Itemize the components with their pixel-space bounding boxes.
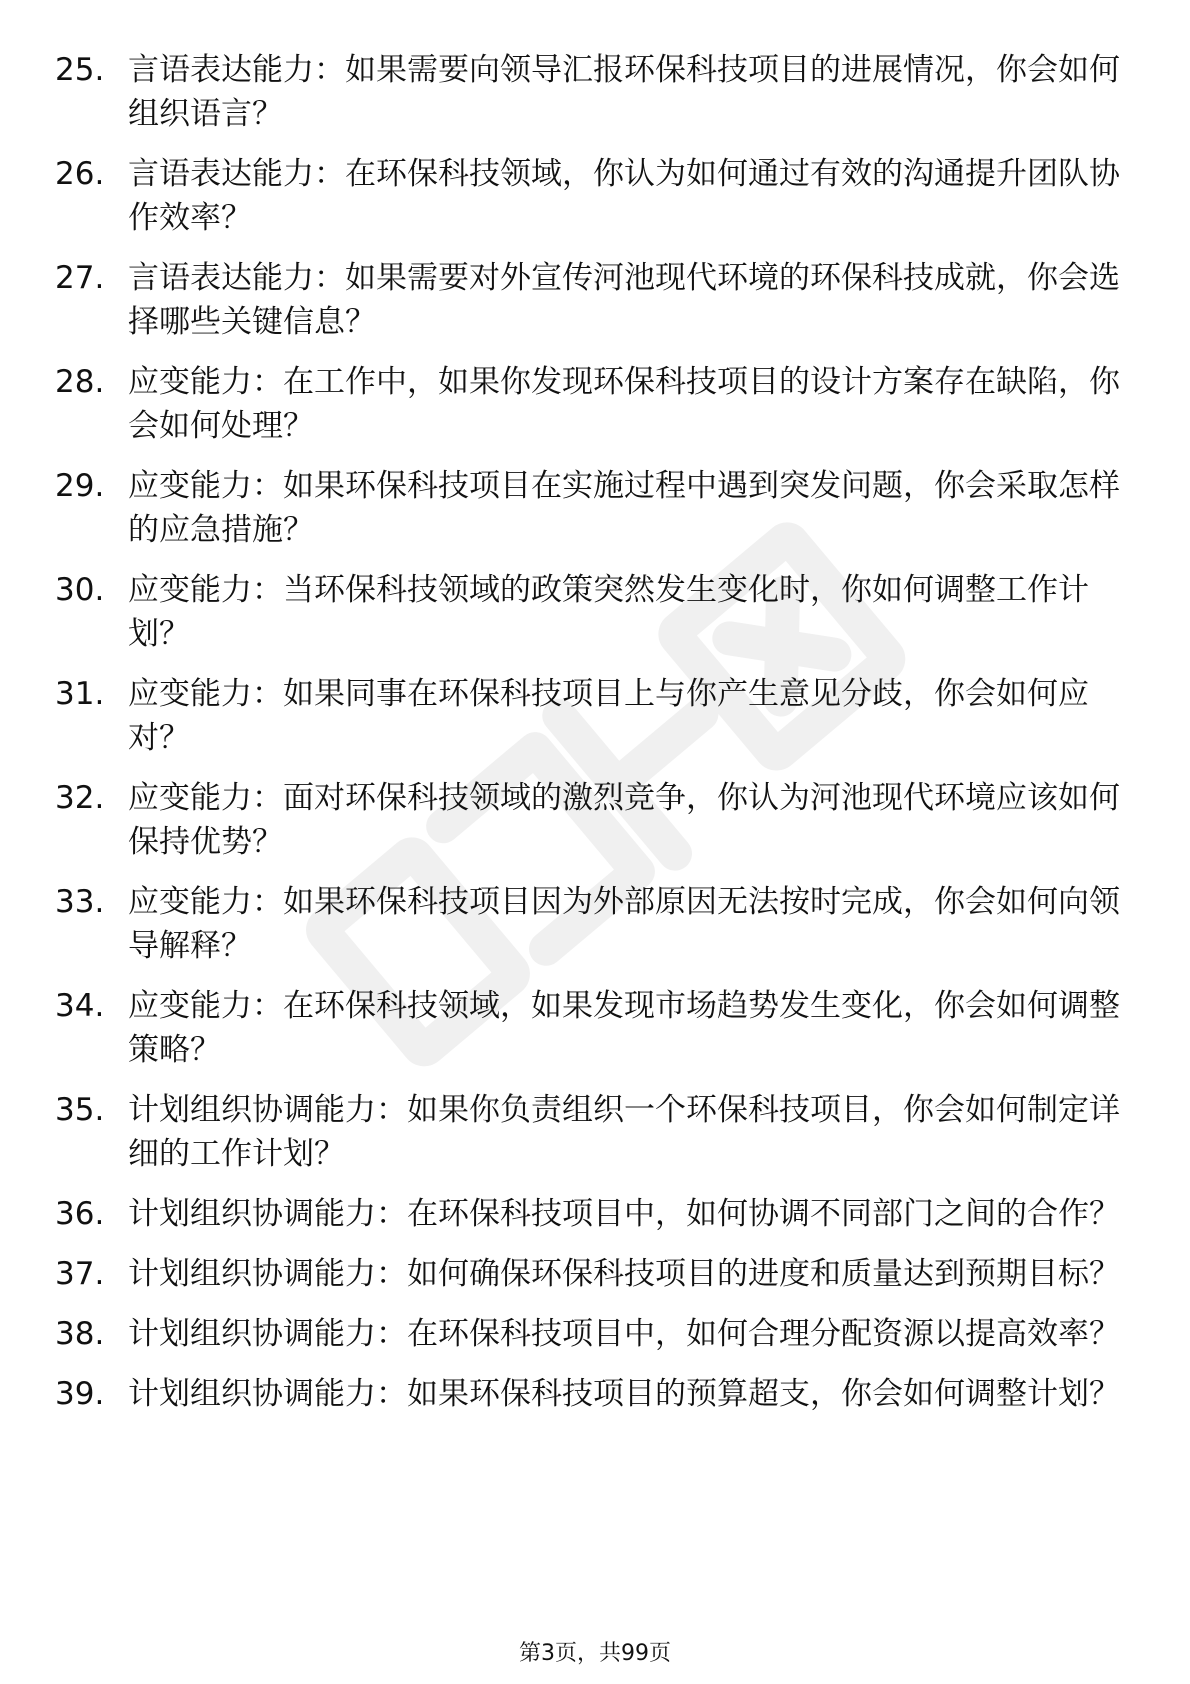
question-list bbox=[55, 48, 1135, 1432]
question-item bbox=[55, 48, 1135, 136]
question-number: 29. bbox=[55, 468, 105, 504]
question-item bbox=[55, 1088, 1135, 1176]
question-number: 33. bbox=[55, 884, 105, 920]
question-number: 37. bbox=[55, 1256, 105, 1292]
question-text: 计划组织协调能力：在环保科技项目中，如何协调不同部门之间的合作？ bbox=[128, 1196, 1120, 1232]
question-number: 28. bbox=[55, 364, 105, 400]
question-item bbox=[55, 776, 1135, 864]
question-item bbox=[55, 568, 1135, 656]
question-item bbox=[55, 672, 1135, 760]
page-footer: 第3页，共99页 bbox=[519, 1641, 671, 1666]
question-number: 39. bbox=[55, 1376, 105, 1412]
question-item bbox=[55, 1312, 1135, 1356]
question-text: 言语表达能力：在环保科技领域，你认为如何通过有效的沟通提升团队协作效率？ bbox=[128, 156, 1120, 236]
question-number: 36. bbox=[55, 1196, 105, 1232]
question-number: 26. bbox=[55, 156, 105, 192]
question-text: 应变能力：当环保科技领域的政策突然发生变化时，你如何调整工作计划？ bbox=[128, 572, 1089, 652]
question-number: 25. bbox=[55, 52, 105, 88]
question-text: 计划组织协调能力：在环保科技项目中，如何合理分配资源以提高效率？ bbox=[128, 1316, 1120, 1352]
question-number: 38. bbox=[55, 1316, 105, 1352]
question-number: 31. bbox=[55, 676, 105, 712]
question-number: 35. bbox=[55, 1092, 105, 1128]
question-text: 应变能力：在环保科技领域，如果发现市场趋势发生变化，你会如何调整策略？ bbox=[128, 988, 1120, 1068]
question-text: 应变能力：如果环保科技项目因为外部原因无法按时完成，你会如何向领导解释？ bbox=[128, 884, 1120, 964]
question-number: 32. bbox=[55, 780, 105, 816]
question-item bbox=[55, 984, 1135, 1072]
question-text: 计划组织协调能力：如何确保环保科技项目的进度和质量达到预期目标？ bbox=[128, 1256, 1120, 1292]
question-item bbox=[55, 464, 1135, 552]
question-item bbox=[55, 360, 1135, 448]
question-text: 计划组织协调能力：如果你负责组织一个环保科技项目，你会如何制定详细的工作计划？ bbox=[128, 1092, 1120, 1172]
question-item bbox=[55, 1372, 1135, 1416]
question-text: 应变能力：在工作中，如果你发现环保科技项目的设计方案存在缺陷，你会如何处理？ bbox=[128, 364, 1120, 444]
question-item bbox=[55, 1192, 1135, 1236]
question-text: 言语表达能力：如果需要向领导汇报环保科技项目的进展情况，你会如何组织语言？ bbox=[128, 52, 1120, 132]
question-text: 计划组织协调能力：如果环保科技项目的预算超支，你会如何调整计划？ bbox=[128, 1376, 1120, 1412]
question-item bbox=[55, 256, 1135, 344]
question-text: 应变能力：如果环保科技项目在实施过程中遇到突发问题，你会采取怎样的应急措施？ bbox=[128, 468, 1120, 548]
question-number: 34. bbox=[55, 988, 105, 1024]
question-text: 言语表达能力：如果需要对外宣传河池现代环境的环保科技成就，你会选择哪些关键信息？ bbox=[128, 260, 1120, 340]
question-number: 30. bbox=[55, 572, 105, 608]
question-number: 27. bbox=[55, 260, 105, 296]
question-item bbox=[55, 1252, 1135, 1296]
question-item bbox=[55, 152, 1135, 240]
question-text: 应变能力：如果同事在环保科技项目上与你产生意见分歧，你会如何应对？ bbox=[128, 676, 1089, 756]
question-text: 应变能力：面对环保科技领域的激烈竞争，你认为河池现代环境应该如何保持优势？ bbox=[128, 780, 1120, 860]
question-item bbox=[55, 880, 1135, 968]
